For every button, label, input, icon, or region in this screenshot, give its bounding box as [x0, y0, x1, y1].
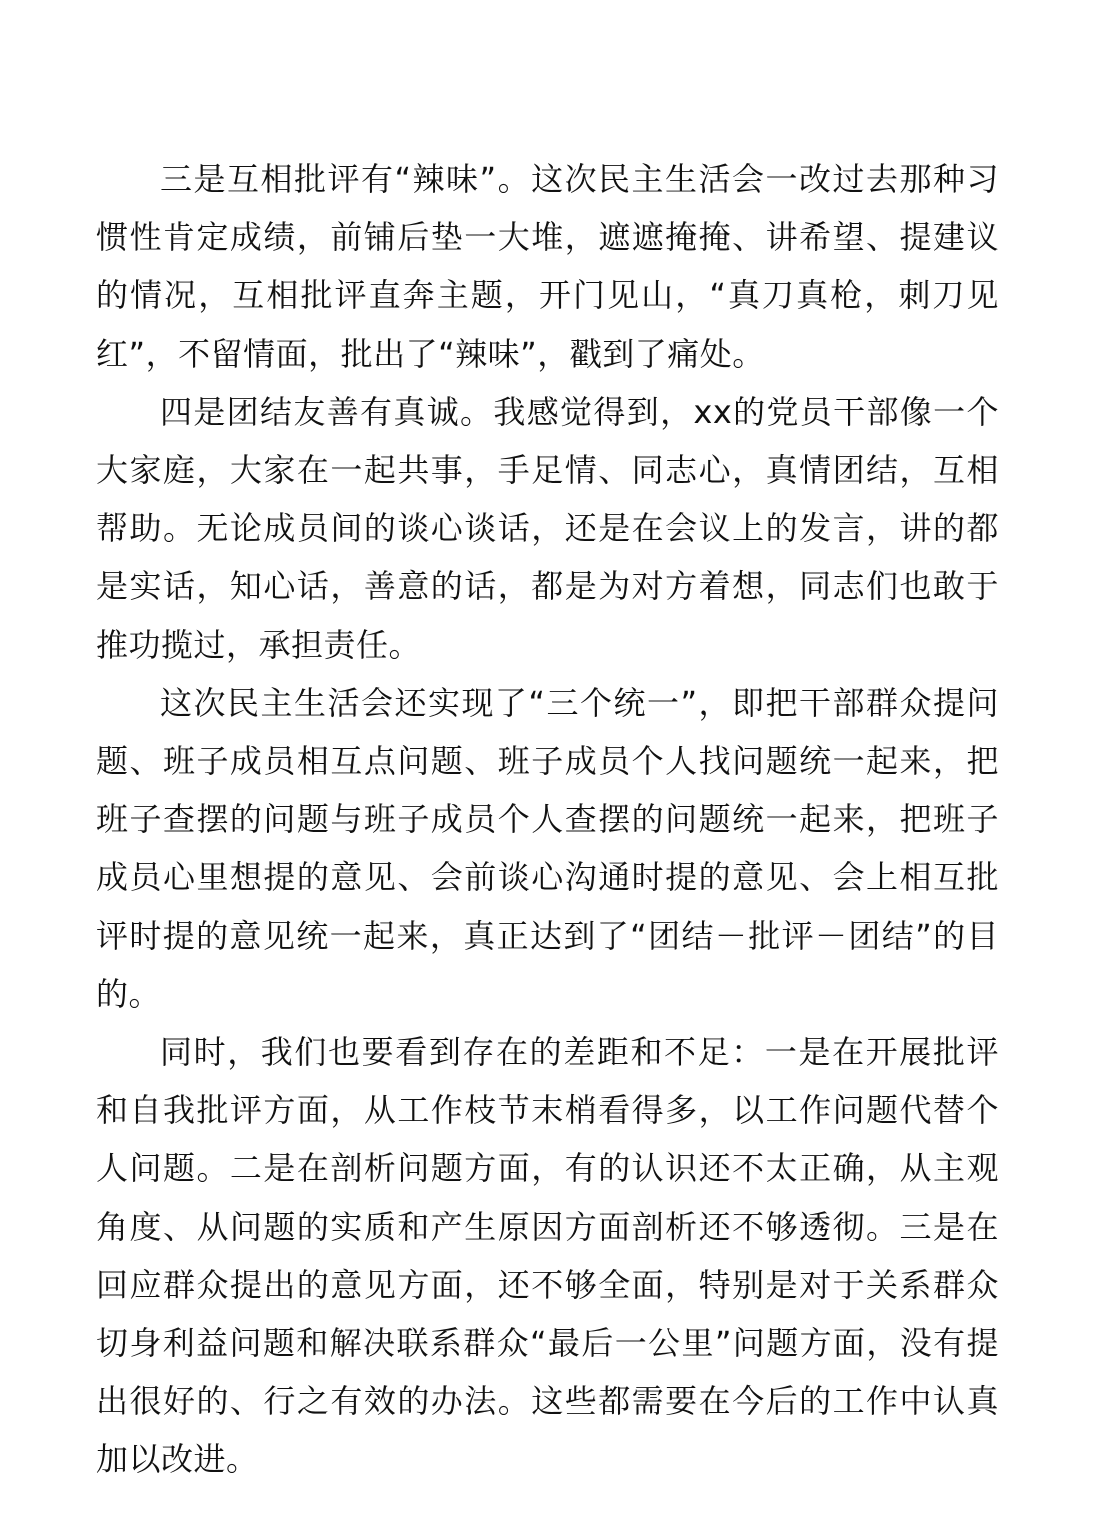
paragraph-unity: 四是团结友善有真诚。我感觉得到，xx的党员干部像一个大家庭，大家在一起共事，手足情、同志心，真情团结，互相帮助。无论成员间的谈心谈话，还是在会议上的发言，讲的都是实话，知心话，善意的话，都是为对方着想，同志们也敢于推功揽过，承担责任。: [96, 392, 999, 664]
paragraph-shortcomings: 同时，我们也要看到存在的差距和不足：一是在开展批评和自我批评方面，从工作枝节末梢看得多，以工作问题代替个人问题。二是在剖析问题方面，有的认识还不太正确，从主观角度、从问题的实质和产生原因方面剖析还不够透彻。三是在回应群众提出的意见方面，还不够全面，特别是对于关系群众切身利益问题和解决联系群众“最后一公里”问题方面，没有提出很好的、行之有效的办法。这些都需要在今后的工作中认真加以改进。: [96, 1033, 999, 1479]
document-body: [96, 150, 999, 1489]
paragraph-three-unifications: 这次民主生活会还实现了“三个统一”，即把干部群众提问题、班子成员相互点问题、班子成员个人找问题统一起来，把班子查摆的问题与班子成员个人查摆的问题统一起来，把班子成员心里想提的意见、会前谈心沟通时提的意见、会上相互批评时提的意见统一起来，真正达到了“团结－批评－团结”的目的。: [96, 683, 999, 1013]
paragraph-criticism: 三是互相批评有“辣味”。这次民主生活会一改过去那种习惯性肯定成绩，前铺后垫一大堆，遮遮掩掩、讲希望、提建议的情况，互相批评直奔主题，开门见山，“真刀真枪，刺刀见红”，不留情面，批出了“辣味”，戳到了痛处。: [96, 160, 999, 373]
